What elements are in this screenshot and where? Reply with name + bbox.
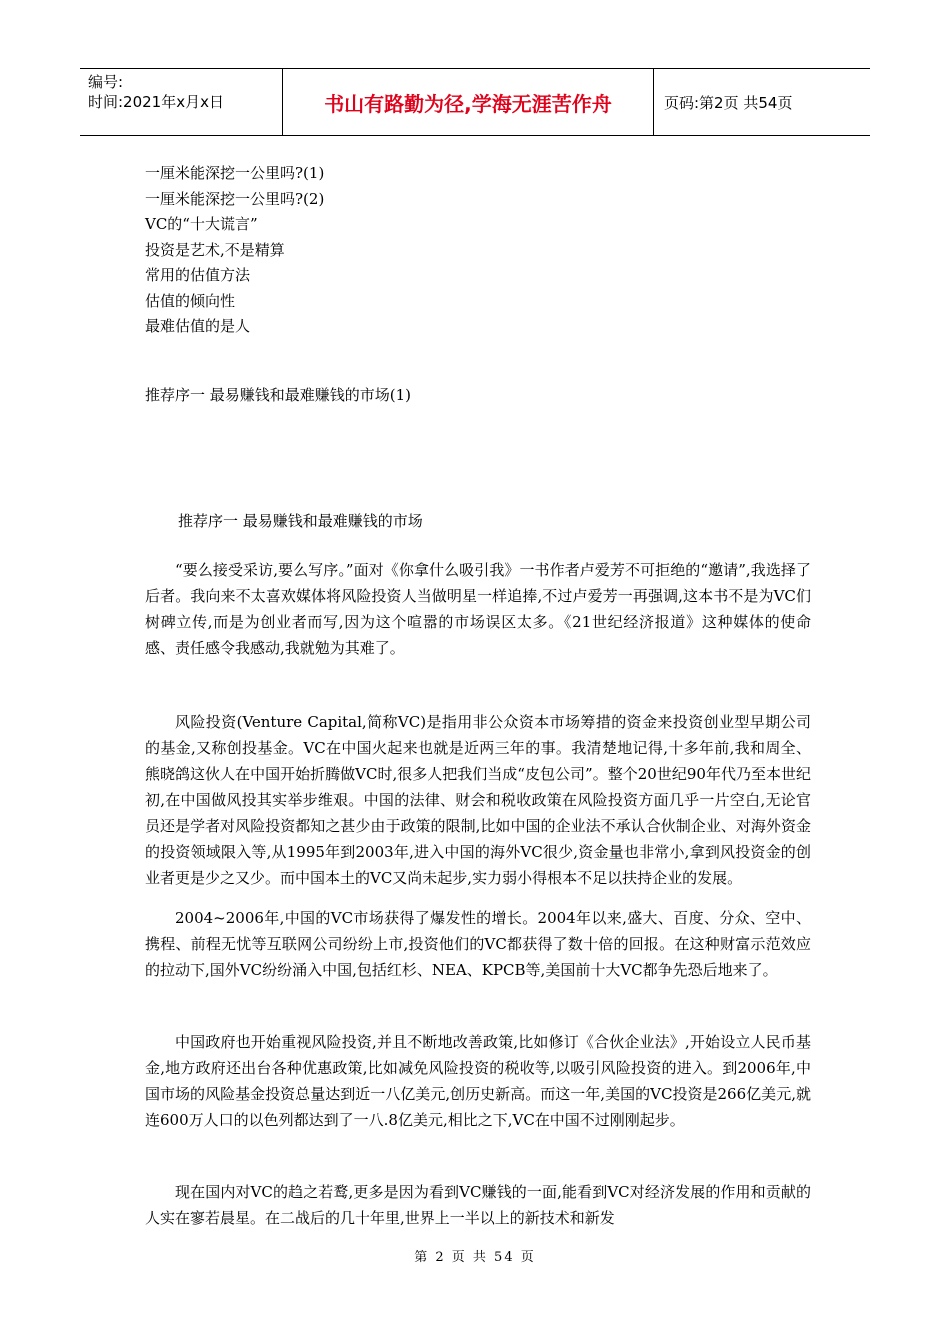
header-page-info: 页码:第2页 共54页 bbox=[664, 93, 793, 112]
toc-item: VC的“十大谎言” bbox=[145, 215, 258, 233]
section-title: 推荐序一 最易赚钱和最难赚钱的市场(1) bbox=[145, 386, 412, 404]
toc-item: 一厘米能深挖一公里吗?(1) bbox=[145, 164, 325, 182]
body-paragraph: 风险投资(Venture Capital,简称VC)是指用非公众资本市场筹措的资金来投资创业型早期公司的基金,又称创投基金。VC在中国火起来也就是近两三年的事。我清楚地记得,十多年前,我和周全、熊晓鸽这伙人在中国开始折腾做VC时,很多人把我们当成“皮包公司”。整个20世纪90年代乃至本世纪初,在中国做风投其实举步维艰。中国的法律、财会和税收政策在风险投资方面几乎一片空白,无论官员还是学者对风险投资都知之甚少由于政策的限制,比如中国的企业法不承认合伙制企业、对海外资金的投资领域限入等,从1995年到2003年,进入中国的海外VC很少,资金量也非常小,拿到风投资金的创业者更是少之又少。而中国本土的VC又尚未起步,实力弱小得根本不足以扶持企业的发展。 bbox=[145, 713, 811, 887]
body-paragraph: 2004~2006年,中国的VC市场获得了爆发性的增长。2004年以来,盛大、百度、分众、空中、携程、前程无忧等互联网公司纷纷上市,投资他们的VC都获得了数十倍的回报。在这种财富示范效应的拉动下,国外VC纷纷涌入中国,包括红杉、NEA、KPCB等,美国前十大VC都争先恐后地来了。 bbox=[145, 909, 811, 979]
table-of-contents bbox=[145, 161, 324, 340]
toc-item: 一厘米能深挖一公里吗?(2) bbox=[145, 189, 325, 208]
header-meta bbox=[80, 69, 282, 135]
toc-item: 最难估值的是人 bbox=[145, 317, 251, 335]
toc-item: 投资是艺术,不是精算 bbox=[145, 240, 285, 259]
toc-item: 常用的估值方法 bbox=[145, 266, 251, 284]
toc-item: 估值的倾向性 bbox=[145, 291, 236, 310]
header-motto: 书山有路勤为径,学海无涯苦作舟 bbox=[282, 69, 654, 135]
page-footer: 第 2 页 共 54 页 bbox=[414, 1250, 536, 1265]
body-paragraph: 现在国内对VC的趋之若鹜,更多是因为看到VC赚钱的一面,能看到VC对经济发展的作用和贡献的人实在寥若晨星。在二战后的几十年里,世界上一半以上的新技术和新发 bbox=[145, 1183, 811, 1227]
body-paragraph: “要么接受采访,要么写序。”面对《你拿什么吸引我》一书作者卢爱芳不可拒绝的“邀请”,我选择了后者。我向来不太喜欢媒体将风险投资人当做明星一样追捧,不过卢爱芳一再强调,这本书不是为VC们树碑立传,而是为创业者而写,因为这个喧嚣的市场误区太多。《21世纪经济报道》这种媒体的使命感、责任感令我感动,我就勉为其难了。 bbox=[145, 561, 811, 657]
page-header bbox=[80, 68, 870, 136]
document-time-label: 时间:2021年x月x日 bbox=[88, 93, 224, 111]
section-subtitle: 推荐序一 最易赚钱和最难赚钱的市场 bbox=[178, 512, 423, 530]
document-code-label: 编号: bbox=[88, 73, 124, 91]
body-paragraph: 中国政府也开始重视风险投资,并且不断地改善政策,比如修订《合伙企业法》,开始设立人民币基金,地方政府还出台各种优惠政策,比如减免风险投资的税收等,以吸引风险投资的进入。到2006年,中国市场的风险基金投资总量达到近一八亿美元,创历史新高。而这一年,美国的VC投资是266亿美元,就连600万人口的以色列都达到了一八.8亿美元,相比之下,VC在中国不过刚刚起步。 bbox=[145, 1033, 811, 1129]
